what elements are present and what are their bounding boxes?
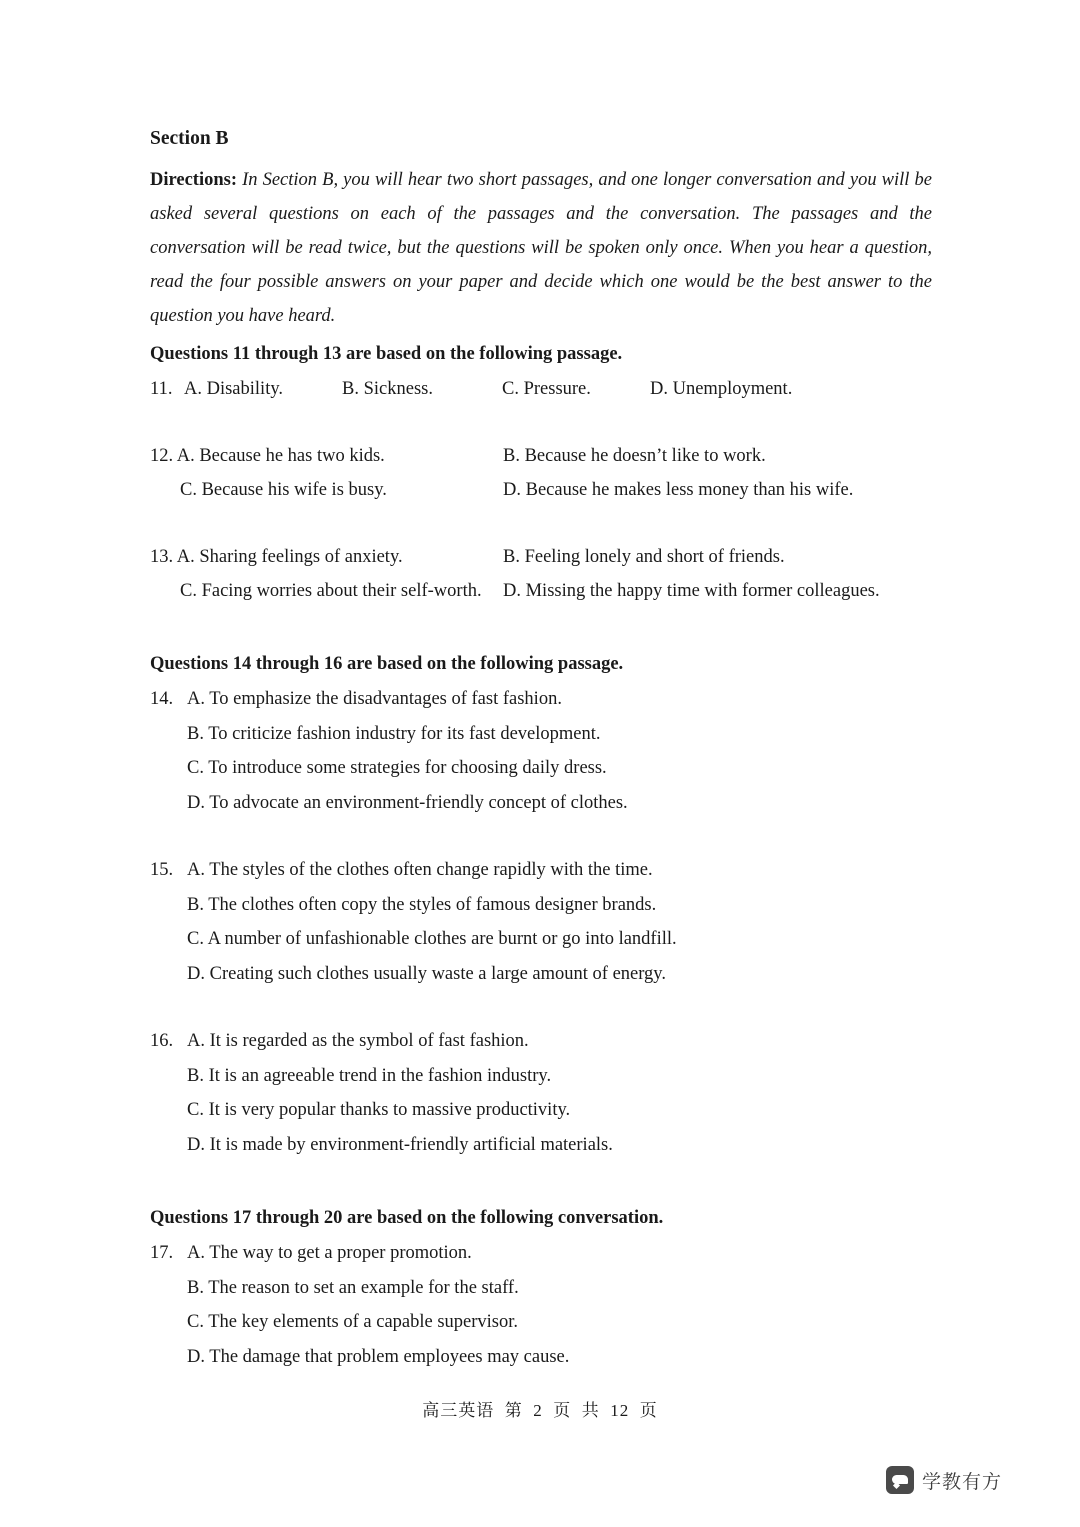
question-16-option-d[interactable]: D. It is made by environment-friendly artificial materials. — [187, 1134, 613, 1155]
question-14-option-c[interactable]: C. To introduce some strategies for choosing daily dress. — [187, 758, 607, 778]
question-15-block — [150, 853, 932, 991]
spacer — [150, 507, 932, 540]
question-12-option-d[interactable]: D. Because he makes less money than his wife. — [503, 480, 854, 500]
question-17-option-d[interactable]: D. The damage that problem employees may cause. — [187, 1346, 570, 1367]
question-11-row — [150, 372, 932, 406]
footer-page-label: 第 — [504, 1401, 523, 1420]
question-13-option-a[interactable]: 13. A. Sharing feelings of anxiety. — [150, 547, 403, 567]
section-title: Section B — [150, 128, 229, 149]
question-15-line-a — [150, 853, 932, 888]
question-16-line-d — [150, 1128, 932, 1163]
question-17-line-b — [150, 1271, 932, 1306]
question-16-line-b — [150, 1059, 932, 1094]
question-13-option-b[interactable]: B. Feeling lonely and short of friends. — [503, 547, 785, 567]
question-14-option-a[interactable]: A. To emphasize the disadvantages of fast fashion. — [187, 689, 562, 709]
question-17-option-a[interactable]: A. The way to get a proper promotion. — [187, 1243, 472, 1263]
question-12-option-c[interactable]: C. Because his wife is busy. — [180, 480, 387, 500]
question-14-line-b — [150, 717, 932, 752]
watermark-text: 学教有方 — [922, 1470, 1003, 1493]
question-12-option-a[interactable]: 12. A. Because he has two kids. — [150, 446, 385, 466]
footer-page-unit: 页 — [553, 1401, 572, 1420]
question-17-option-c[interactable]: C. The key elements of a capable supervisor. — [187, 1312, 519, 1332]
question-13-option-d[interactable]: D. Missing the happy time with former colleagues. — [503, 581, 880, 601]
question-15-option-a[interactable]: A. The styles of the clothes often change rapidly with the time. — [187, 860, 653, 880]
question-11-option-a[interactable]: A. Disability. — [184, 379, 284, 399]
footer-total-label: 共 — [581, 1401, 600, 1420]
questions-11-13-heading: Questions 11 through 13 are based on the following passage. — [150, 344, 623, 364]
wechat-logo-icon — [886, 1466, 914, 1494]
question-14-line-a — [150, 682, 932, 717]
question-15-option-c[interactable]: C. A number of unfashionable clothes are burnt or go into landfill. — [187, 929, 677, 949]
question-15-option-d[interactable]: D. Creating such clothes usually waste a large amount of energy. — [187, 963, 666, 984]
watermark — [886, 1466, 1002, 1494]
question-14-option-d[interactable]: D. To advocate an environment-friendly concept of clothes. — [187, 792, 628, 813]
question-15-option-b[interactable]: B. The clothes often copy the styles of famous designer brands. — [187, 894, 657, 915]
question-16-line-a — [150, 1024, 932, 1059]
question-15-line-c — [150, 922, 932, 957]
spacer — [150, 991, 932, 1024]
question-12-option-b[interactable]: B. Because he doesn’t like to work. — [503, 446, 766, 466]
question-17-number: 17. — [150, 1243, 174, 1263]
footer-total-unit: 页 — [639, 1401, 658, 1420]
question-12-line-1 — [150, 439, 932, 473]
question-16-number: 16. — [150, 1031, 174, 1051]
question-16-line-c — [150, 1093, 932, 1128]
directions-paragraph — [150, 163, 932, 333]
question-16-block — [150, 1024, 932, 1162]
question-12-line-2 — [150, 473, 932, 507]
question-13-line-1 — [150, 540, 932, 574]
question-11-option-d[interactable]: D. Unemployment. — [650, 379, 793, 399]
spacer — [150, 820, 932, 853]
footer-page-number: 2 — [533, 1401, 543, 1420]
directions-text: In Section B, you will hear two short passages, and one longer conversation and you will be asked several questions on each of the passages and the conversation. The passages and the conversation will be read twice, but the questions will be spoken only once. When you hear a question, read the four possible answers on your paper and decide which one would be the best answer to the question you have heard. — [150, 170, 932, 326]
page-content — [150, 128, 932, 1374]
footer-total-number: 12 — [610, 1401, 630, 1420]
question-13-option-c[interactable]: C. Facing worries about their self-worth. — [180, 581, 482, 601]
question-14-line-d — [150, 786, 932, 821]
footer-subject: 高三英语 — [422, 1401, 495, 1420]
question-17-option-b[interactable]: B. The reason to set an example for the staff. — [187, 1277, 519, 1298]
question-15-number: 15. — [150, 860, 174, 880]
question-16-option-c[interactable]: C. It is very popular thanks to massive productivity. — [187, 1100, 571, 1120]
directions-label: Directions: — [150, 170, 237, 190]
question-14-option-b[interactable]: B. To criticize fashion industry for its fast development. — [187, 723, 601, 744]
question-11-option-b[interactable]: B. Sickness. — [342, 379, 433, 399]
questions-17-20-heading: Questions 17 through 20 are based on the following conversation. — [150, 1208, 664, 1228]
question-15-line-b — [150, 888, 932, 923]
question-11-number: 11. — [150, 379, 173, 399]
question-17-line-c — [150, 1305, 932, 1340]
question-14-block — [150, 682, 932, 820]
spacer — [150, 406, 932, 439]
question-14-line-c — [150, 751, 932, 786]
question-16-option-a[interactable]: A. It is regarded as the symbol of fast fashion. — [187, 1031, 529, 1051]
question-17-line-a — [150, 1236, 932, 1271]
question-16-option-b[interactable]: B. It is an agreeable trend in the fashion industry. — [187, 1065, 552, 1086]
question-17-block — [150, 1236, 932, 1374]
question-15-line-d — [150, 957, 932, 992]
questions-14-16-heading: Questions 14 through 16 are based on the following passage. — [150, 654, 624, 674]
page-footer — [0, 1396, 1080, 1421]
question-14-number: 14. — [150, 689, 174, 709]
question-17-line-d — [150, 1340, 932, 1375]
question-11-option-c[interactable]: C. Pressure. — [502, 379, 591, 399]
question-13-line-2 — [150, 574, 932, 608]
